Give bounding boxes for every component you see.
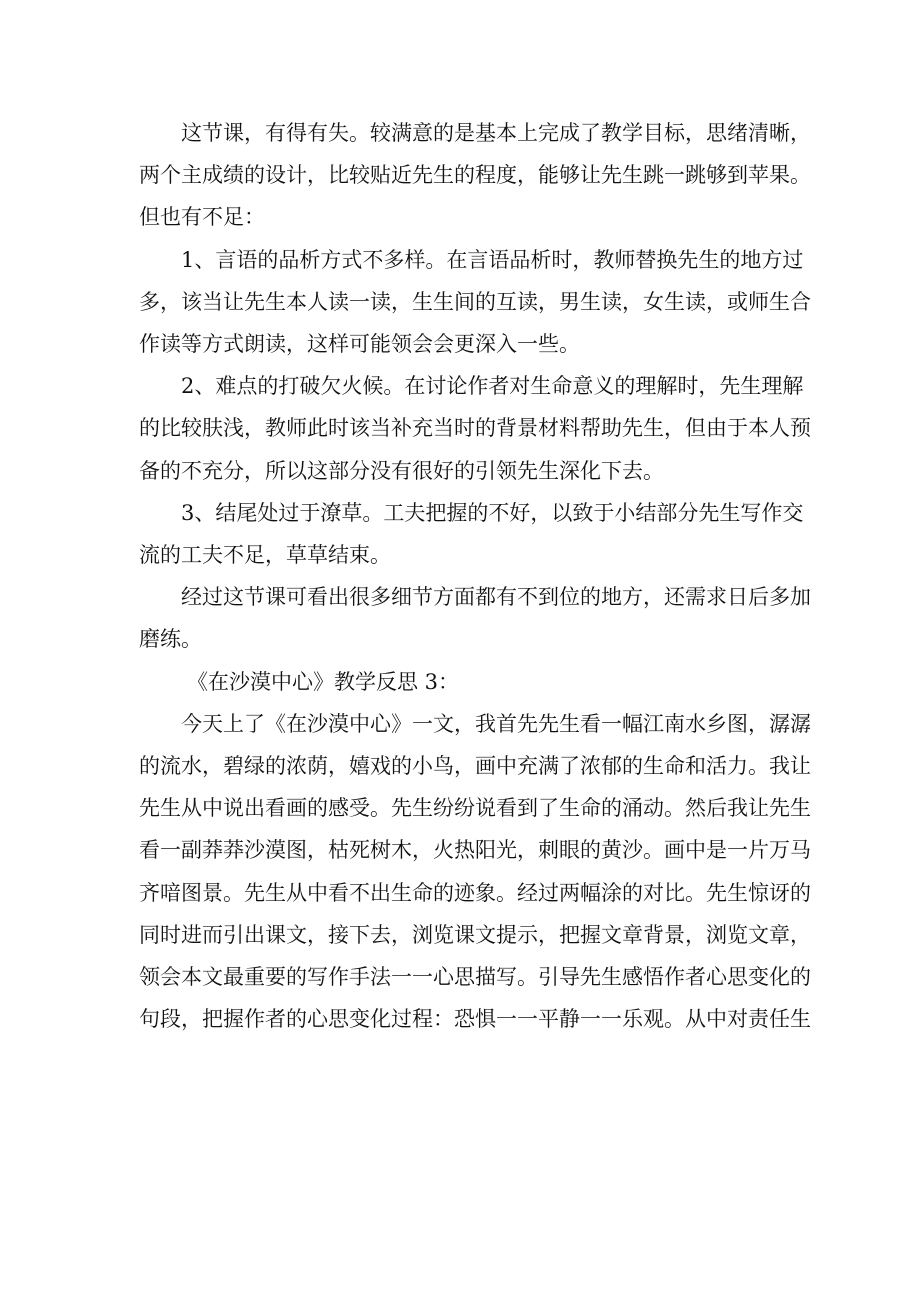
paragraph-point-2 [139,365,811,492]
text-line: 1、言语的品析方式不多样。在言语品析时，教师替换先生的地方过 [181,247,804,272]
text-line: 的比较肤浅，教师此时该当补充当时的背景材料帮助先生，但由于本人预 [139,416,811,441]
text-line: 两个主成绩的设计，比较贴近先生的程度，能够让先生跳一跳够到苹果。 [139,163,811,188]
paragraph-conclusion [139,576,811,660]
text-line: 但也有不足： [139,205,265,230]
text-line: 齐喑图景。先生从中看不出生命的迹象。经过两幅涂的对比。先生惊讶的 [139,880,811,905]
paragraph-point-1 [139,239,811,366]
section-heading: 《在沙漠中心》教学反思 3： [187,669,460,694]
text-line: 2、难点的打破欠火候。在讨论作者对生命意义的理解时，先生理解 [181,374,804,399]
text-line: 今天上了《在沙漠中心》一文，我首先先生看一幅江南水乡图，潺潺 [181,711,811,736]
paragraph-point-3 [139,492,804,576]
paragraph-summary [139,112,811,239]
text-line: 看一副莽莽沙漠图，枯死树木，火热阳光，刺眼的黄沙。画中是一片万马 [139,838,811,863]
document-body [139,112,811,1040]
text-line: 经过这节课可看出很多细节方面都有不到位的地方，还需求日后多加 [181,585,811,610]
text-line: 领会本文最重要的写作手法一一心思描写。引导先生感悟作者心思变化的 [139,965,811,990]
text-line: 作读等方式朗读，这样可能领会会更深入一些。 [139,332,580,357]
text-line: 这节课，有得有失。较满意的是基本上完成了教学目标，思绪清晰， [181,121,811,145]
text-line: 同时进而引出课文，接下去，浏览课文提示，把握文章背景，浏览文章， [139,922,811,947]
text-line: 磨练。 [139,627,202,652]
paragraph-reflection-3 [139,703,811,1041]
text-line: 备的不充分，所以这部分没有很好的引领先生深化下去。 [139,458,664,483]
text-line: 句段，把握作者的心思变化过程：恐惧一一平静一一乐观。从中对责任生 [139,1007,811,1032]
text-line: 先生从中说出看画的感受。先生纷纷说看到了生命的涌动。然后我让先生 [139,796,811,821]
text-line: 的流水，碧绿的浓荫，嬉戏的小鸟，画中充满了浓郁的生命和活力。我让 [139,754,811,779]
text-line: 流的工夫不足，草草结束。 [139,543,391,568]
text-line: 3、结尾处过于潦草。工夫把握的不好，以致于小结部分先生写作交 [181,500,804,525]
text-line: 多，该当让先生本人读一读，生生间的互读，男生读，女生读，或师生合 [139,289,811,314]
